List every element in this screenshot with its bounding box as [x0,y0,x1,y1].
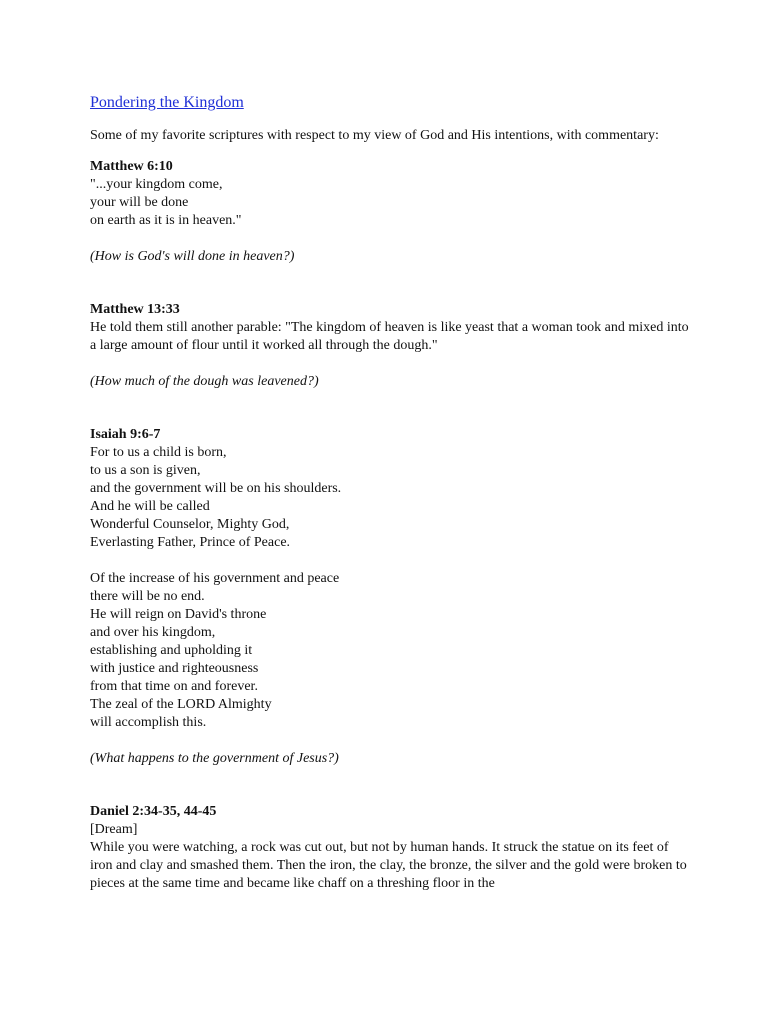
scripture-matthew-13-33 [90,301,690,391]
verse-paragraph: He told them still another parable: "The kingdom of heaven is like yeast that a woman took and mixed into a large amount of flour until it worked all through the dough." [90,320,689,353]
bracket-note: [Dream] [90,822,138,837]
verse-line: He will reign on David's throne [90,607,267,622]
verse-line: And he will be called [90,499,210,514]
intro-text: Some of my favorite scriptures with respect to my view of God and His intentions, with commentary: [90,128,659,143]
commentary: (How much of the dough was leavened?) [90,374,319,389]
verse-line: there will be no end. [90,589,205,604]
commentary: (What happens to the government of Jesus?) [90,751,339,766]
verse-line: your will be done [90,195,189,210]
commentary: (How is God's will done in heaven?) [90,249,295,264]
scripture-reference: Matthew 6:10 [90,159,173,174]
scripture-reference: Daniel 2:34-35, 44-45 [90,804,217,819]
verse-line: and over his kingdom, [90,625,216,640]
scripture-reference: Matthew 13:33 [90,302,180,317]
scripture-isaiah-9-6-7 [90,426,690,768]
scripture-daniel-2-34-35 [90,803,690,893]
verse-line: from that time on and forever. [90,679,258,694]
scripture-reference: Isaiah 9:6-7 [90,427,161,442]
verse-line: Of the increase of his government and peace [90,571,340,586]
verse-line: For to us a child is born, [90,445,227,460]
verse-line: The zeal of the LORD Almighty [90,697,272,712]
verse-line: Everlasting Father, Prince of Peace. [90,535,291,550]
verse-paragraph: While you were watching, a rock was cut out, but not by human hands. It struck the statue on its feet of iron and clay and smashed them. Then the iron, the clay, the bronze, the silver and the gold were broken to pieces at the same time and became like chaff on a threshing floor in the [90,840,687,891]
scripture-matthew-6-10 [90,158,690,266]
title-link[interactable]: Pondering the Kingdom [90,94,244,111]
verse-line: "...your kingdom come, [90,177,223,192]
verse-line: establishing and upholding it [90,643,253,658]
verse-line: will accomplish this. [90,715,207,730]
verse-line: to us a son is given, [90,463,201,478]
verse-line: Wonderful Counselor, Mighty God, [90,517,290,532]
document-page [90,92,690,893]
verse-line: on earth as it is in heaven." [90,213,242,228]
verse-line: and the government will be on his shoulders. [90,481,342,496]
verse-line: with justice and righteousness [90,661,259,676]
